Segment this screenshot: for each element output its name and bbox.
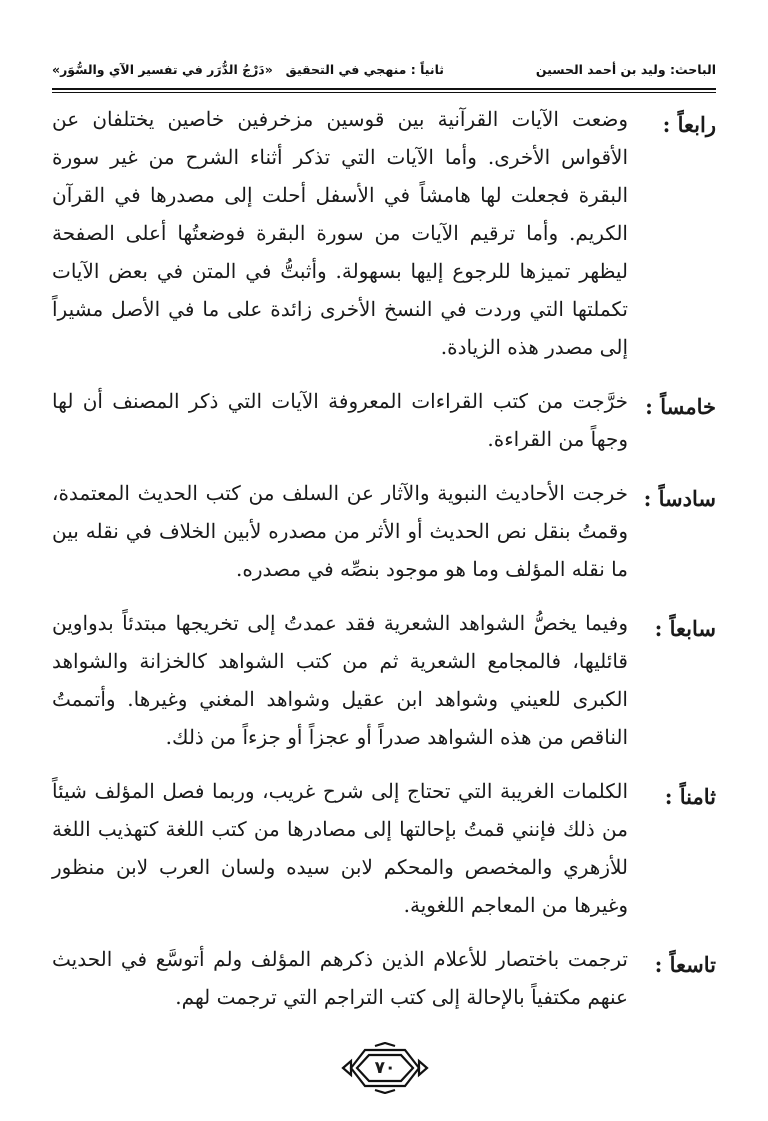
item-text: خرَّجت من كتب القراءات المعروفة الآيات التي ذكر المصنف أن لها وجهاً من القراءة.: [52, 389, 628, 451]
item-text: خرجت الأحاديث النبوية والآثار عن السلف من كتب الحديث المعتمدة، وقمتُ بنقل نص الحديث أو الأثر من مصدره لأبين الخلاف في نقله بين ما نقله المؤلف وما هو موجود بنصِّه في مصدره.: [52, 481, 628, 581]
page-number-ornament: [341, 1042, 429, 1094]
list-item: [52, 474, 716, 588]
list-item: [52, 382, 716, 458]
list-item: [52, 100, 716, 366]
header-divider-thin: [52, 92, 716, 93]
body-text: [52, 100, 716, 1032]
list-item: [52, 940, 716, 1016]
header-divider: [52, 88, 716, 90]
item-label: سابعاً :: [654, 616, 716, 641]
header-author: الباحث: وليد بن أحمد الحسين: [535, 62, 716, 77]
item-label: تاسعاً :: [654, 952, 716, 977]
header-book-title: «دَرْجُ الدُّرَر في تفسير الآي والسُّوَر»: [52, 62, 273, 77]
item-label: ثامناً :: [664, 784, 716, 809]
page-number: ٧٠: [374, 1058, 396, 1078]
running-header: [52, 58, 716, 84]
item-label: خامساً :: [645, 394, 716, 419]
item-label: رابعاً :: [662, 112, 716, 137]
item-text: وضعت الآيات القرآنية بين قوسين مزخرفين خاصين يختلفان عن الأقواس الأخرى. وأما الآيات التي تذكر أثناء الشرح من غير سورة البقرة فجعلت لها هامشاً في الأسفل أحلت إلى مصدرها في القرآن الكريم. وأما ترقيم الآيات من سورة البقرة فوضعتُها أعلى الصفحة ليظهر تميزها للرجوع إليها بسهولة. وأثبتُّ في المتن في بعض الآيات تكملتها التي وردت في النسخ الأخرى زائدة على ما في الأصل مشيراً إلى مصدر هذه الزيادة.: [52, 107, 628, 359]
item-text: وفيما يخصُّ الشواهد الشعرية فقد عمدتُ إلى تخريجها مبتدئاً بدواوين قائليها، فالمجامع الشعرية ثم من كتب الشواهد كالخزانة والشواهد الكبرى للعيني وشواهد ابن عقيل وشواهد المغني وغيرها. وأتممتُ الناقص من هذه الشواهد صدراً أو عجزاً أو جزءاً من ذلك.: [52, 611, 628, 749]
item-text: الكلمات الغريبة التي تحتاج إلى شرح غريب، وربما فصل المؤلف شيئاً من ذلك فإنني قمتُ بإحالتها إلى مصادرها من كتب اللغة كتهذيب اللغة للأزهري والمخصص والمحكم لابن سيده ولسان العرب لابن منظور وغيرها من المعاجم اللغوية.: [52, 779, 628, 917]
header-section: ثانياً : منهجي في التحقيق: [285, 62, 444, 77]
list-item: [52, 772, 716, 924]
list-item: [52, 604, 716, 756]
item-label: سادساً :: [643, 486, 716, 511]
item-text: ترجمت باختصار للأعلام الذين ذكرهم المؤلف ولم أتوسَّع في الحديث عنهم مكتفياً بالإحالة إلى كتب التراجم التي ترجمت لهم.: [52, 947, 628, 1009]
